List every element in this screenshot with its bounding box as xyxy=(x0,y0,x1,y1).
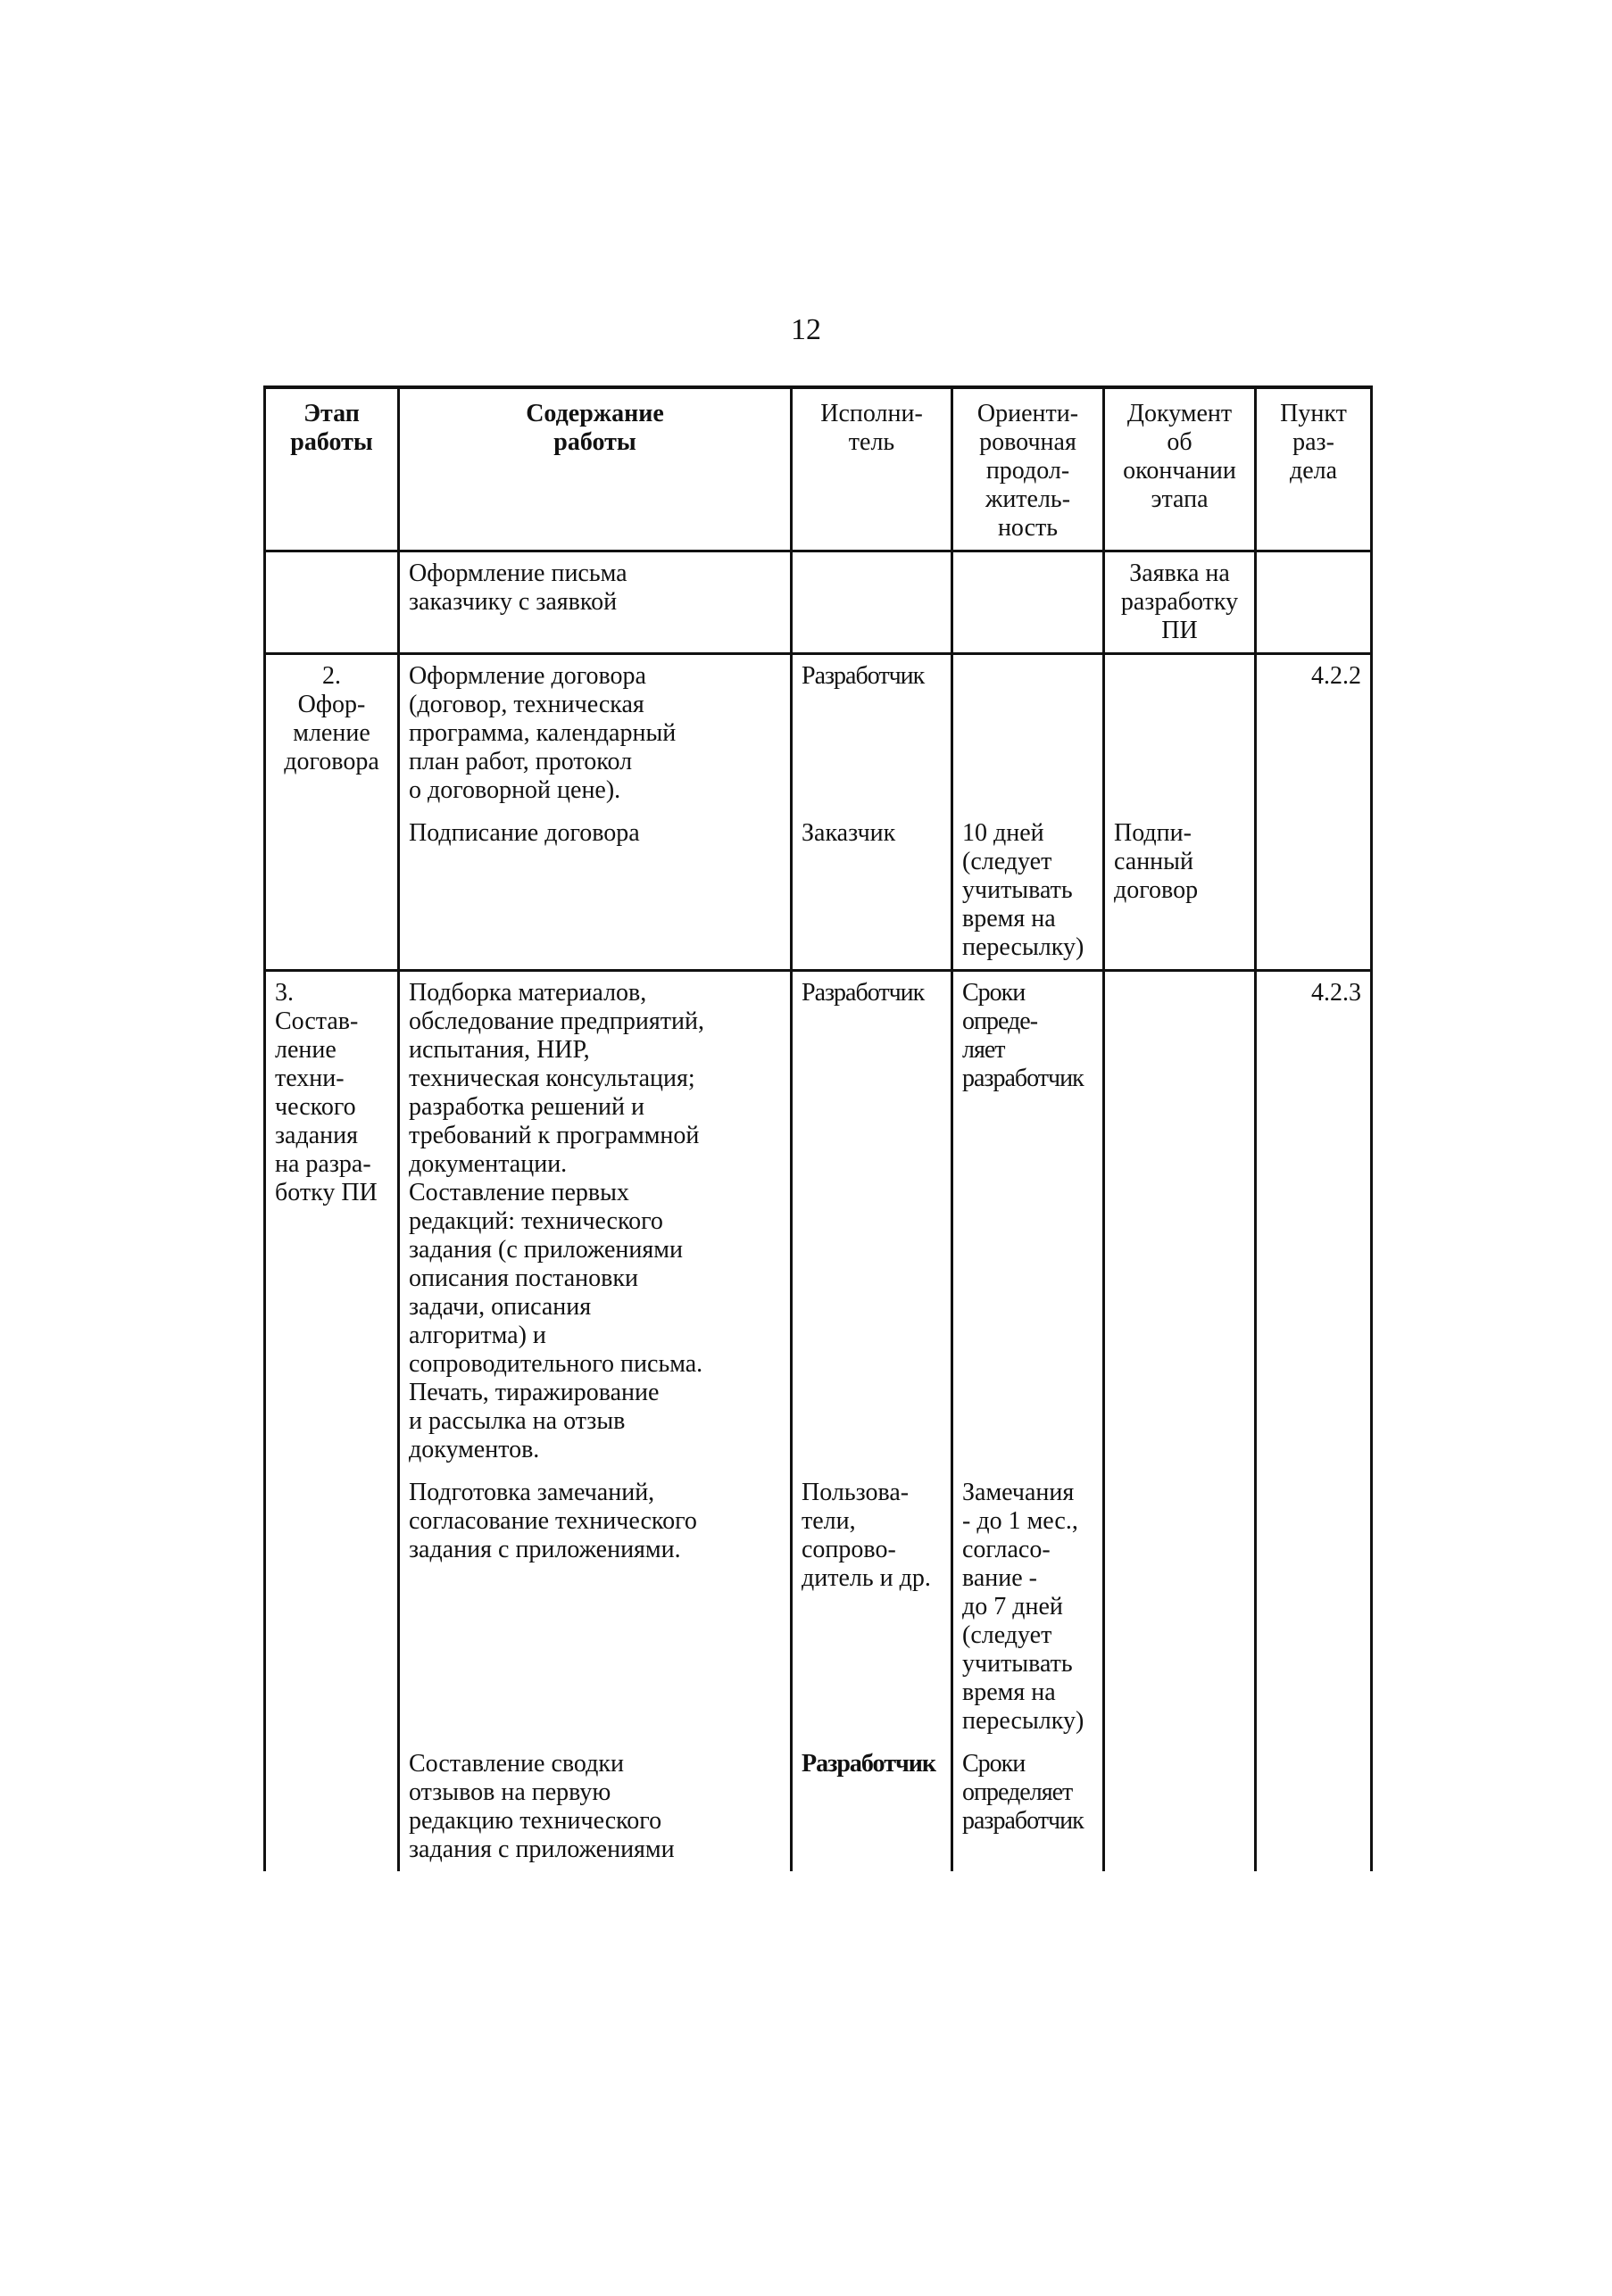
cell-executor: Разработчик xyxy=(792,1743,952,1871)
cell-duration xyxy=(952,551,1104,654)
cell-duration: Сроки определяет разработчик xyxy=(952,1743,1104,1871)
cell-duration: Замечания - до 1 мес., согласо- вание - до 7 дней (следует учитывать время на пересылку) xyxy=(952,1471,1104,1743)
table-row xyxy=(265,812,1372,971)
work-stages-table xyxy=(263,385,1373,1871)
cell-duration xyxy=(952,654,1104,813)
cell-section xyxy=(1256,551,1372,654)
page-number: 12 xyxy=(791,313,821,346)
table-row xyxy=(265,971,1372,1472)
cell-content: Подборка материалов, обследование предприятий, испытания, НИР, техническая консультация; разработка решений и требований к программной документации. Составление первых редакций: технического задания (с приложениями описания постановки задачи, описания алгоритма) и сопроводительного письма. Печать, тиражирование и рассылка на отзыв документов. xyxy=(399,971,792,1472)
cell-duration: Сроки опреде- ляет разработчик xyxy=(952,971,1104,1472)
cell-content: Подписание договора xyxy=(399,812,792,971)
cell-section xyxy=(1256,1743,1372,1871)
cell-document xyxy=(1104,1743,1256,1871)
cell-duration: 10 дней (следует учитывать время на пересылку) xyxy=(952,812,1104,971)
table-row xyxy=(265,551,1372,654)
header-section: Пункт раз- дела xyxy=(1256,387,1372,551)
header-stage: Этап работы xyxy=(265,387,399,551)
table-row xyxy=(265,654,1372,813)
cell-stage xyxy=(265,1471,399,1743)
cell-section: 4.2.2 xyxy=(1256,654,1372,813)
cell-stage: 2. Офор- мление договора xyxy=(265,654,399,813)
cell-content: Оформление договора (договор, техническая программа, календарный план работ, протокол о договорной цене). xyxy=(399,654,792,813)
header-executor: Исполни- тель xyxy=(792,387,952,551)
header-document: Документ об окончании этапа xyxy=(1104,387,1256,551)
cell-stage xyxy=(265,551,399,654)
cell-document xyxy=(1104,654,1256,813)
header-duration: Ориенти- ровочная продол- житель- ность xyxy=(952,387,1104,551)
table-row xyxy=(265,1743,1372,1871)
cell-section xyxy=(1256,1471,1372,1743)
cell-document xyxy=(1104,971,1256,1472)
cell-stage: 3. Состав- ление техни- ческого задания на разра- ботку ПИ xyxy=(265,971,399,1472)
cell-document: Заявка на разработку ПИ xyxy=(1104,551,1256,654)
cell-document: Подпи- санный договор xyxy=(1104,812,1256,971)
cell-section xyxy=(1256,812,1372,971)
cell-stage xyxy=(265,1743,399,1871)
cell-executor: Пользова- тели, сопрово- дитель и др. xyxy=(792,1471,952,1743)
cell-document xyxy=(1104,1471,1256,1743)
cell-stage xyxy=(265,812,399,971)
cell-executor: Заказчик xyxy=(792,812,952,971)
cell-content: Подготовка замечаний, согласование технического задания с приложениями. xyxy=(399,1471,792,1743)
cell-executor: Разработчик xyxy=(792,654,952,813)
cell-content: Составление сводки отзывов на первую редакцию технического задания с приложениями xyxy=(399,1743,792,1871)
table-row xyxy=(265,1471,1372,1743)
cell-section: 4.2.3 xyxy=(1256,971,1372,1472)
table-header-row xyxy=(265,387,1372,551)
header-content: Содержание работы xyxy=(399,387,792,551)
cell-executor: Разработчик xyxy=(792,971,952,1472)
cell-content: Оформление письма заказчику с заявкой xyxy=(399,551,792,654)
cell-executor xyxy=(792,551,952,654)
